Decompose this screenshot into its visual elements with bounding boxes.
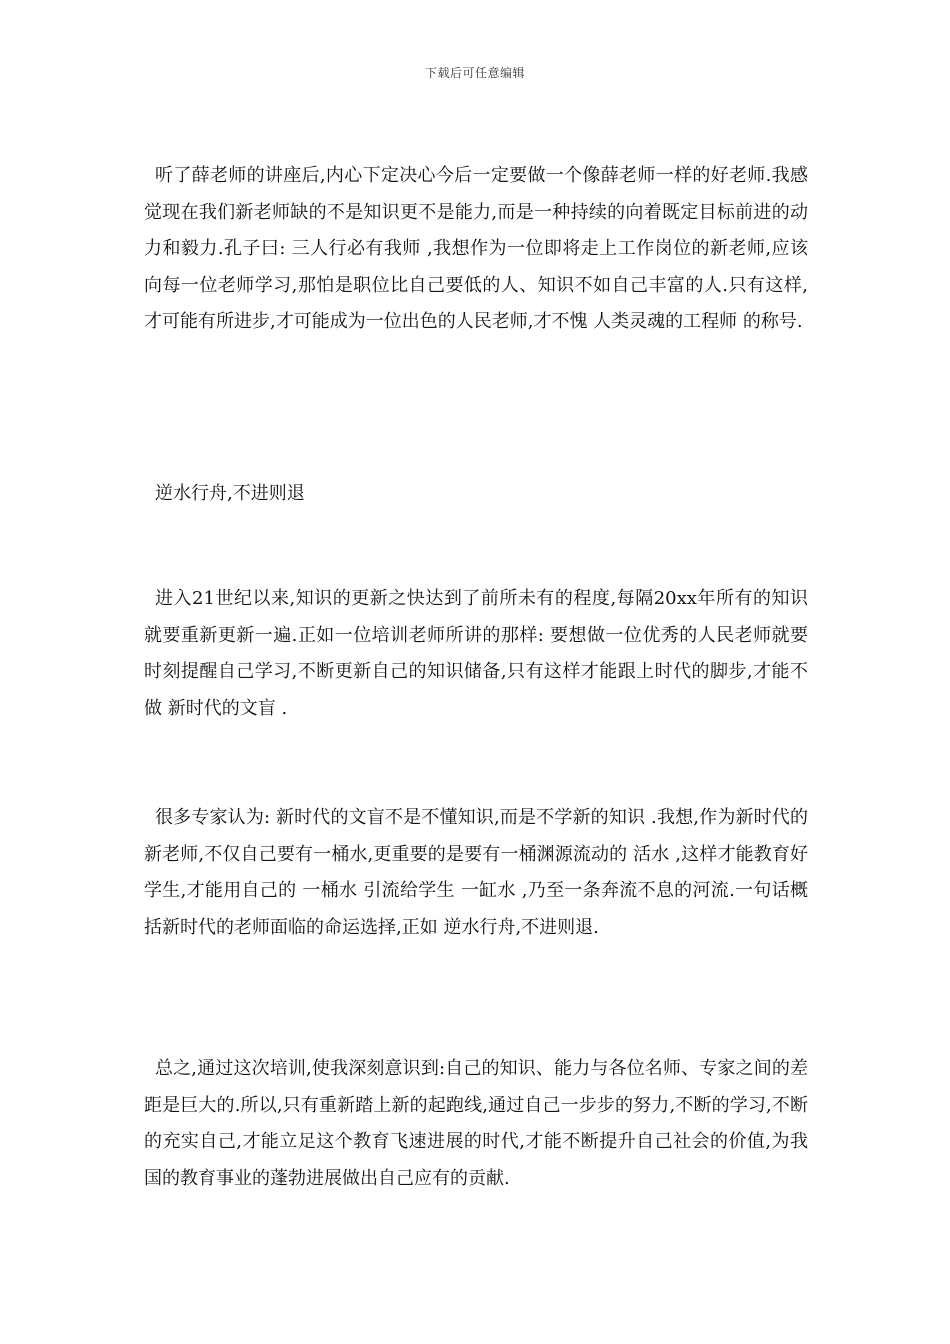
paragraph-knowledge-update: 进入21世纪以来,知识的更新之快达到了前所未有的程度,每隔20xx年所有的知识就要重新更新一遍.正如一位培训老师所讲的那样: 要想做一位优秀的人民老师就要时刻提醒自己学习,不断更新自己的知识储备,只有这样才能跟上时代的脚步,才能不做 新时代的文盲 . [144, 588, 808, 719]
section-heading: 逆水行舟,不进则退 [155, 483, 305, 504]
page-header: 下载后可任意编辑 [424, 66, 525, 80]
paragraph-lecture-reflection: 听了薛老师的讲座后,内心下定决心今后一定要做一个像薛老师一样的好老师.我感觉现在我们新老师缺的不是知识更不是能力,而是一种持续的向着既定目标前进的动力和毅力.孔子曰: 三人行必有我师 ,我想作为一位即将走上工作岗位的新老师,应该向每一位老师学习,那怕是职位比自己要低的人、知识不如自己丰富的人.只有这样,才可能有所进步,才可能成为一位出色的人民老师,才不愧 人类灵魂的工程师 的称号. [144, 165, 808, 333]
paragraph-conclusion: 总之,通过这次培训,使我深刻意识到:自己的知识、能力与各位名师、专家之间的差距是巨大的.所以,只有重新踏上新的起跑线,通过自己一步步的努力,不断的学习,不断的充实自己,才能立足这个教育飞速进展的时代,才能不断提升自己社会的价值,为我国的教育事业的蓬勃进展做出自己应有的贡献. [144, 1058, 808, 1189]
paragraph-expert-opinion: 很多专家认为: 新时代的文盲不是不懂知识,而是不学新的知识 .我想,作为新时代的新老师,不仅自己要有一桶水,更重要的是要有一桶渊源流动的 活水 ,这样才能教育好学生,才能用自己的 一桶水 引流给学生 一缸水 ,乃至一条奔流不息的河流.一句话概括新时代的老师面临的命运选择,正如 逆水行舟,不进则退. [144, 807, 808, 938]
